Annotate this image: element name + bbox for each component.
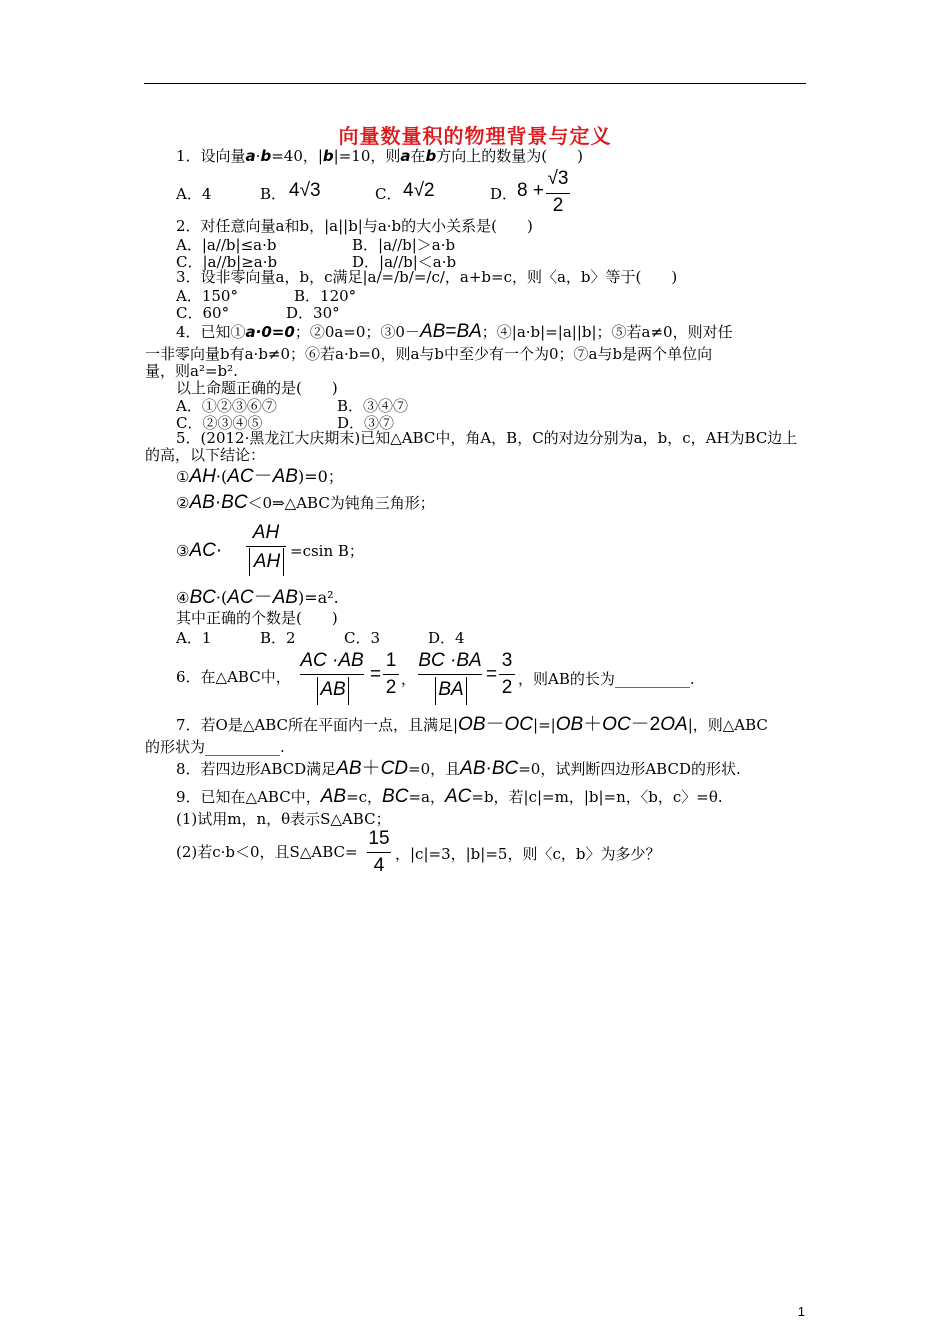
q1-option-c-value: 4√2 — [403, 180, 435, 201]
q4-option-a: A．①②③⑥⑦ — [176, 397, 277, 415]
q1-text: 方向上的数量为( ) — [436, 147, 583, 165]
q5-text: )=a². — [297, 588, 339, 607]
page-title: 向量数量积的物理背景与定义 — [338, 124, 612, 148]
q1-option-d: D． — [490, 185, 518, 203]
q9-part-2-prefix: (2)若c·b＜0，且S△ABC= — [176, 843, 358, 861]
vector-oc: OC — [602, 714, 631, 735]
q1-text: |=10，则 — [333, 147, 401, 165]
q3-option-a: A．150° — [176, 287, 238, 305]
q1-dot: · — [255, 147, 261, 165]
q4-text: 4．已知① — [176, 323, 246, 341]
vector-cd: CD — [380, 758, 409, 779]
q9-part-2-suffix: ，|c|=3，|b|=5，则〈c，b〉为多少？ — [395, 845, 661, 863]
header-rule — [144, 83, 806, 84]
q5-s3-fraction-bar — [246, 546, 286, 547]
q3-stem: 3．设非零向量a，b，c满足|a/=/b/=/c/，a+b=c，则〈a，b〉等于( ) — [176, 268, 678, 286]
q8-line-1 — [176, 760, 741, 778]
q9-denominator: 4 — [373, 855, 385, 876]
q1-text: =40，| — [271, 147, 323, 165]
q6-equals-1: = — [370, 664, 382, 685]
q1-d-numerator: √3 — [547, 168, 569, 189]
q9-text: =c， — [346, 788, 383, 806]
plus: ＋ — [583, 714, 603, 735]
q2-option-c: C．|a//b|≥a·b — [176, 253, 278, 271]
vector-bc: BC — [189, 587, 216, 608]
q6-v2-numerator: 3 — [501, 650, 513, 671]
minus: － — [253, 466, 273, 487]
q1-text: 在 — [410, 147, 426, 165]
q1-text: 1．设向量 — [176, 147, 246, 165]
q4-text: ；②0a=0；③0－ — [294, 323, 420, 341]
minus-two: －2 — [630, 714, 661, 735]
q4-line-1 — [176, 323, 733, 341]
q1-d-denominator: 2 — [552, 195, 564, 216]
vector-oc: OC — [504, 714, 534, 735]
q6-v1-numerator: 1 — [385, 650, 397, 671]
q1-option-b: B． — [260, 185, 287, 203]
q3-option-b: B．120° — [294, 287, 357, 305]
q8-text: =0，试判断四边形ABCD的形状. — [518, 760, 741, 778]
q5-line-1: 5．(2012·黑龙江大庆期末)已知△ABC中，角A，B，C的对边分别为a，b，c，AH为BC边上 — [176, 429, 798, 447]
q5-text: ·( — [215, 588, 228, 607]
vector-oa: OA — [660, 714, 688, 735]
q9-numerator: 15 — [368, 828, 390, 849]
vector-bc: BC — [382, 786, 409, 807]
vector-ac: AC — [227, 466, 254, 487]
q5-s3-denominator: AH — [253, 551, 281, 572]
q9-line-1 — [176, 788, 723, 806]
q1-vec-b: b — [425, 147, 437, 165]
q5-option-d: D．4 — [428, 629, 465, 647]
q6-prefix: 6．在△ABC中， — [176, 668, 291, 686]
vector-ah: AH — [189, 466, 216, 487]
q7-line-2: 的形状为__________. — [145, 738, 285, 756]
q5-statement-1 — [176, 468, 344, 486]
q6-v1-fraction-bar — [383, 674, 399, 675]
q4-text: ；④|a·b|=|a||b|；⑤若a≠0，则对任 — [481, 323, 733, 341]
vector-ab: AB — [460, 758, 486, 779]
q5-s3-abs-right — [283, 548, 284, 576]
q1-option-b-value: 4√3 — [289, 180, 321, 201]
q9-text: 9．已知在△ABC中， — [176, 788, 321, 806]
q4-statement-1: a·0=0 — [245, 323, 295, 341]
q2-option-d: D．|a//b|＜a·b — [352, 253, 457, 271]
q1-stem — [176, 147, 583, 165]
vector-ac: AC — [444, 786, 472, 807]
dot: · — [214, 492, 222, 513]
q5-s3-tail: =csin B； — [290, 542, 364, 560]
q5-option-b: B．2 — [260, 629, 296, 647]
q5-option-a: A．1 — [176, 629, 212, 647]
q3-option-d: D．30° — [286, 304, 340, 322]
q7-text: |=| — [533, 716, 556, 734]
minus: － — [253, 587, 273, 608]
dot: · — [485, 758, 492, 779]
q4-option-d: D．③⑦ — [337, 414, 395, 432]
q8-text: 8．若四边形ABCD满足 — [176, 760, 337, 778]
page-number: 1 — [797, 1304, 805, 1319]
q6-f1-denominator: AB — [320, 679, 346, 700]
minus: － — [485, 714, 505, 735]
q1-vec-a: a — [400, 147, 411, 165]
q7-text: 7．若O是△ABC所在平面内一点，且满足| — [176, 716, 459, 734]
q5-text: )=0； — [297, 467, 344, 486]
circled-1: ① — [176, 468, 190, 486]
q5-s3-abs-left — [249, 548, 250, 576]
q5-statement-3 — [176, 542, 222, 560]
vector-ac: AC — [189, 540, 216, 561]
q4-line-3: 量，则a²=b². — [145, 362, 238, 380]
q6-suffix: ，则AB的长为__________. — [518, 670, 695, 688]
vector-ab: AB — [320, 786, 347, 807]
vector-ab: AB — [336, 758, 362, 779]
q6-f2-fraction-bar — [418, 674, 482, 675]
q1-vec-a: a — [245, 147, 256, 165]
vector-ab: AB — [272, 587, 298, 608]
q4-line-2: 一非零向量b有a·b≠0；⑥若a·b=0，则a与b中至少有一个为0；⑦a与b是两个单位向 — [145, 345, 713, 363]
q6-comma: ， — [401, 670, 417, 688]
vector-ac: AC — [227, 587, 254, 608]
q9-fraction-bar — [367, 852, 391, 853]
q5-statement-4 — [176, 589, 339, 607]
q5-option-c: C．3 — [344, 629, 381, 647]
q5-text: ·( — [215, 467, 228, 486]
q4-option-b: B．③④⑦ — [337, 397, 409, 415]
q1-option-d-value: 8 + — [517, 180, 544, 201]
vector-ab: AB — [189, 492, 215, 513]
vector-ob: OB — [458, 714, 486, 735]
q5-line-7: 其中正确的个数是( ) — [176, 609, 338, 627]
q7-line-1 — [176, 716, 768, 734]
circled-3: ③ — [176, 542, 190, 560]
q3-option-c: C．60° — [176, 304, 230, 322]
q9-part-1: (1)试用m，n，θ表示S△ABC； — [176, 810, 391, 828]
q2-option-b: B．|a//b|＞a·b — [352, 236, 456, 254]
q4-line-4: 以上命题正确的是( ) — [176, 379, 338, 397]
q6-f2-numerator: BC ·BA — [418, 650, 482, 671]
q6-f2-abs-right — [466, 677, 467, 705]
q6-equals-2: = — [486, 664, 498, 685]
q5-statement-2 — [176, 494, 435, 512]
q7-text: |，则△ABC — [687, 716, 768, 734]
q2-stem: 2．对任意向量a和b，|a||b|与a·b的大小关系是( ) — [176, 217, 533, 235]
circled-2: ② — [176, 494, 190, 512]
q1-d-fraction-bar — [546, 193, 570, 194]
q4-vector-ab: AB — [419, 321, 446, 342]
q9-text: =b，若|c|=m，|b|=n，〈b，c〉=θ. — [471, 788, 723, 806]
vector-bc: BC — [221, 492, 248, 513]
q5-line-2: 的高，以下结论： — [145, 446, 266, 464]
circled-4: ④ — [176, 589, 190, 607]
plus: ＋ — [361, 758, 381, 779]
q6-v2-fraction-bar — [499, 674, 515, 675]
q6-v1-denominator: 2 — [385, 677, 397, 698]
q4-equals: = — [445, 321, 457, 342]
q6-f2-denominator: BA — [438, 679, 464, 700]
q1-option-a: A．4 — [176, 185, 212, 203]
q1-option-c: C． — [375, 185, 402, 203]
q4-vector-ba: BA — [456, 321, 482, 342]
vector-ab: AB — [272, 466, 298, 487]
q6-f1-fraction-bar — [300, 674, 364, 675]
vector-ob: OB — [555, 714, 584, 735]
dot: · — [215, 540, 223, 561]
q5-s3-numerator: AH — [252, 522, 280, 543]
q2-option-a: A．|a//b|≤a·b — [176, 236, 277, 254]
q4-option-c: C．②③④⑤ — [176, 414, 263, 432]
q1-vec-b: b — [260, 147, 272, 165]
q6-v2-denominator: 2 — [501, 677, 513, 698]
q6-f1-numerator: AC ·AB — [300, 650, 364, 671]
q5-text: ＜0⇒△ABC为钝角三角形； — [247, 494, 435, 512]
q8-text: =0，且 — [408, 760, 461, 778]
q6-f1-abs-right — [348, 677, 349, 705]
q1-vec-b: b — [322, 147, 334, 165]
q9-text: =a， — [408, 788, 445, 806]
vector-bc: BC — [491, 758, 519, 779]
